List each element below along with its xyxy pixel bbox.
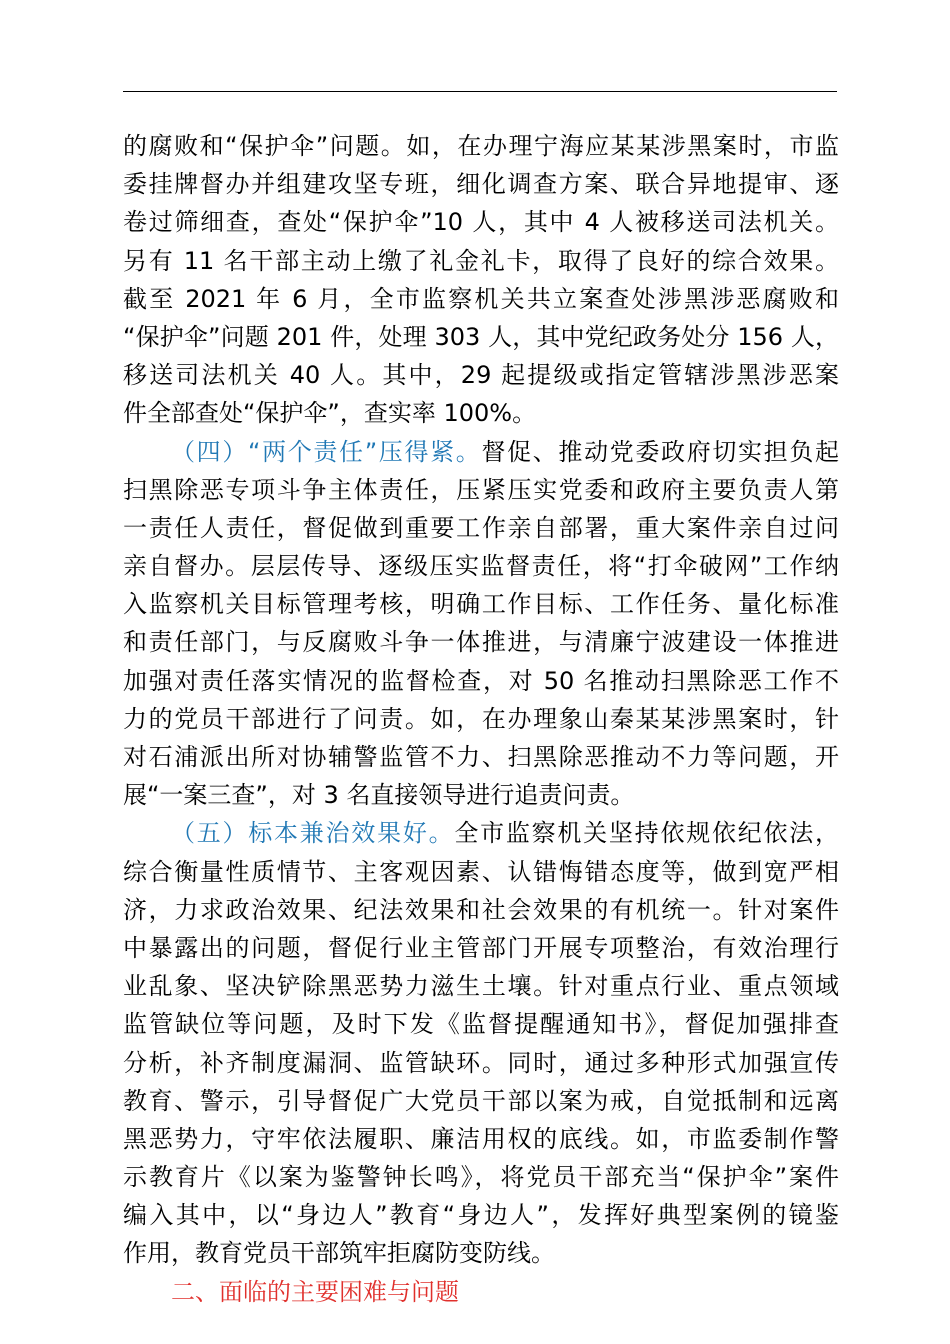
text-line: 业乱象、坚决铲除黑恶势力滋生土壤。针对重点行业、重点领域 bbox=[123, 972, 839, 1001]
text-line: 黑恶势力，守牢依法履职、廉洁用权的底线。如，市监委制作警 bbox=[123, 1124, 839, 1153]
text-line: 的腐败和“保护伞”问题。如，在办理宁海应某某涉黑案时，市监 bbox=[123, 132, 839, 160]
text-line: 一责任人责任，督促做到重要工作亲自部署，重大案件亲自过问 bbox=[123, 513, 839, 542]
text-line: 监管缺位等问题，及时下发《监督提醒通知书》，督促加强排查 bbox=[123, 1010, 839, 1039]
paragraph-two-responsibilities bbox=[123, 433, 839, 815]
text-line: 对石浦派出所对协辅警监管不力、扫黑除恶推动不力等问题，开 bbox=[123, 743, 839, 771]
text-line: 加强对责任落实情况的监督检查，对 50 名推动扫黑除恶工作不 bbox=[123, 666, 839, 695]
sub-heading: （五）标本兼治效果好。 bbox=[171, 819, 455, 848]
section-heading: 二、面临的主要困难与问题 bbox=[171, 1277, 459, 1306]
text-run: 督促、推动党委政府切实担负起 bbox=[481, 437, 839, 466]
text-line: 力的党员干部进行了问责。如，在办理象山秦某某涉黑案时，针 bbox=[123, 704, 839, 733]
text-line: 移送司法机关 40 人。其中，29 起提级或指定管辖涉黑涉恶案 bbox=[123, 361, 839, 390]
text-line: 和责任部门，与反腐败斗争一体推进，与清廉宁波建设一体推进 bbox=[123, 628, 839, 657]
paragraph-continuation bbox=[123, 127, 839, 433]
paragraph-first-line bbox=[123, 814, 839, 852]
paragraph-treatment-effect bbox=[123, 814, 839, 1272]
text-line: 件全部查处“保护伞”，查实率 100%。 bbox=[123, 399, 537, 428]
text-line: 作用，教育党员干部筑牢拒腐防变防线。 bbox=[123, 1239, 555, 1268]
text-line: 展“一案三查”，对 3 名直接领导进行追责问责。 bbox=[123, 781, 635, 810]
text-line: 亲自督办。层层传导、逐级压实监督责任，将“打伞破网”工作纳 bbox=[123, 552, 839, 581]
text-line: 另有 11 名干部主动上缴了礼金礼卡，取得了良好的综合效果。 bbox=[123, 246, 839, 275]
paragraph-first-line bbox=[123, 433, 839, 471]
text-line: 济，力求政治效果、纪法效果和社会效果的有机统一。针对案件 bbox=[123, 895, 839, 924]
text-line: 综合衡量性质情节、主客观因素、认错悔错态度等，做到宽严相 bbox=[123, 857, 839, 886]
body-text bbox=[123, 127, 839, 1311]
text-line: 入监察机关目标管理考核，明确工作目标、工作任务、量化标准 bbox=[123, 590, 839, 619]
text-line: 教育、警示，引导督促广大党员干部以案为戒，自觉抵制和远离 bbox=[123, 1086, 839, 1115]
text-line: 扫黑除恶专项斗争主体责任，压紧压实党委和政府主要负责人第 bbox=[123, 475, 839, 504]
text-line: 分析，补齐制度漏洞、监管缺环。同时，通过多种形式加强宣传 bbox=[123, 1048, 839, 1077]
sub-heading: （四）“两个责任”压得紧。 bbox=[171, 437, 482, 466]
text-line: 卷过筛细查，查处“保护伞”10 人，其中 4 人被移送司法机关。 bbox=[123, 208, 839, 237]
text-line: 截至 2021 年 6 月，全市监察机关共立案查处涉黑涉恶腐败和 bbox=[123, 284, 839, 313]
text-line: 中暴露出的问题，督促行业主管部门开展专项整治，有效治理行 bbox=[123, 933, 839, 962]
header-rule bbox=[123, 91, 837, 92]
text-line: 示教育片《以案为鉴警钟长鸣》，将党员干部充当“保护伞”案件 bbox=[123, 1163, 839, 1192]
text-line: “保护伞”问题 201 件，处理 303 人，其中党纪政务处分 156 人， bbox=[123, 322, 839, 351]
text-line: 编入其中，以“身边人”教育“身边人”，发挥好典型案例的镜鉴 bbox=[123, 1201, 839, 1230]
text-run: 全市监察机关坚持依规依纪依法， bbox=[454, 819, 839, 848]
text-line: 委挂牌督办并组建攻坚专班，细化调查方案、联合异地提审、逐 bbox=[123, 170, 839, 199]
